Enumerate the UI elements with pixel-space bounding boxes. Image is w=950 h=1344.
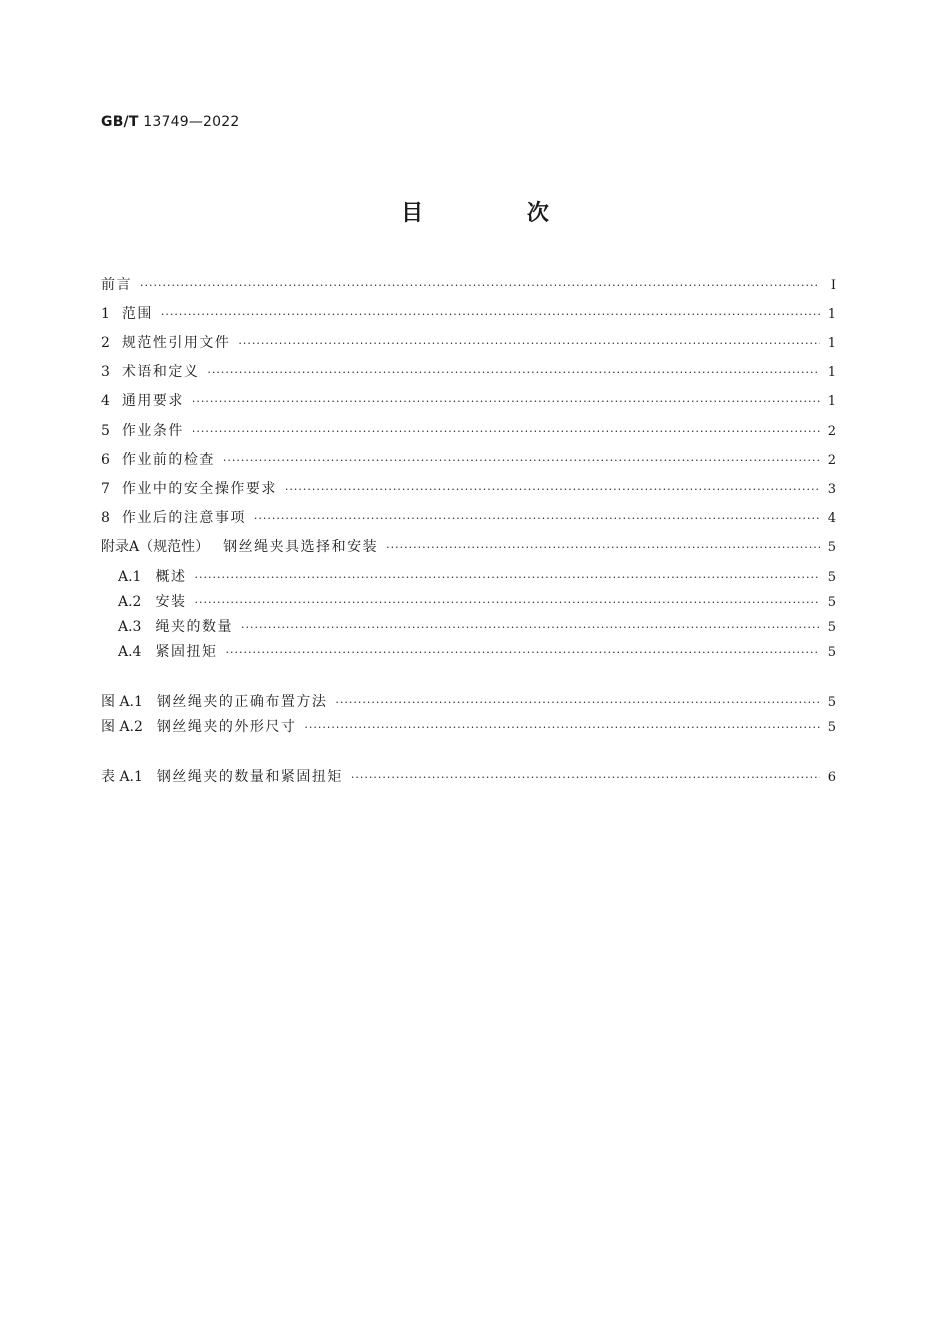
toc-page-number: 1 (827, 307, 836, 322)
toc-leader-dots (140, 276, 820, 296)
toc-number: 图 A.2 (101, 719, 143, 735)
toc-entry-3[interactable] (101, 362, 836, 382)
toc-number: 图 A.1 (101, 694, 143, 710)
toc-page-number: 6 (827, 770, 836, 785)
toc-label: 规范性引用文件 (121, 335, 231, 351)
toc-entry-foreword[interactable] (101, 275, 836, 295)
toc-table-a1[interactable] (101, 767, 836, 787)
toc-label: 范围 (121, 306, 153, 322)
toc-leader-dots (161, 305, 820, 325)
toc-leader-dots (225, 643, 820, 663)
toc-leader-dots (335, 693, 820, 713)
toc-page-number: 5 (827, 620, 836, 635)
toc-entry-5[interactable] (101, 421, 836, 441)
toc-page-number: 1 (827, 394, 836, 409)
toc-page-number: 5 (827, 540, 836, 555)
toc-label: 概述 (155, 569, 187, 585)
toc-number: 附录A（规范性） (101, 539, 210, 555)
toc-label: 术语和定义 (121, 364, 200, 380)
toc-label: 钢丝绳夹的外形尺寸 (156, 719, 297, 735)
toc-page-number: 3 (827, 482, 836, 497)
toc-leader-dots (238, 334, 820, 354)
toc-label: 钢丝绳夹的数量和紧固扭矩 (156, 769, 343, 785)
toc-page-number: 2 (827, 453, 836, 468)
toc-entry-1[interactable] (101, 304, 836, 324)
toc-number: 5 (101, 423, 110, 439)
table-of-contents (101, 0, 836, 1344)
toc-number: 2 (101, 335, 110, 351)
toc-entry-7[interactable] (101, 479, 836, 499)
toc-number: 6 (101, 452, 110, 468)
toc-page-number: 4 (827, 511, 836, 526)
toc-entry-2[interactable] (101, 333, 836, 353)
toc-leader-dots (192, 392, 820, 412)
toc-entry-annex-a[interactable] (101, 537, 836, 557)
toc-leader-dots (241, 618, 820, 638)
toc-entry-a2[interactable] (101, 592, 836, 612)
toc-number: A.3 (118, 619, 142, 635)
page-title: 目 次 (401, 201, 597, 226)
toc-leader-dots (194, 568, 820, 588)
toc-leader-dots (192, 422, 820, 442)
toc-number: A.1 (118, 569, 142, 585)
toc-leader-dots (194, 593, 820, 613)
toc-leader-dots (285, 480, 820, 500)
standard-number: 13749—2022 (143, 114, 240, 130)
toc-number: 1 (101, 306, 110, 322)
toc-number: 表 A.1 (101, 769, 143, 785)
toc-entry-a3[interactable] (101, 617, 836, 637)
toc-page-number: Ⅰ (830, 278, 836, 293)
toc-label: 作业后的注意事项 (121, 510, 246, 526)
toc-number: A.4 (118, 644, 142, 660)
toc-page-number: 5 (827, 695, 836, 710)
toc-page-number: 1 (827, 336, 836, 351)
toc-label: 安装 (155, 594, 187, 610)
toc-label: 通用要求 (121, 393, 184, 409)
toc-leader-dots (386, 538, 820, 558)
toc-figure-a2[interactable] (101, 717, 836, 737)
toc-page-number: 5 (827, 720, 836, 735)
toc-label: 紧固扭矩 (155, 644, 218, 660)
toc-number: 8 (101, 510, 110, 526)
toc-page-number: 5 (827, 570, 836, 585)
toc-label: 钢丝绳夹的正确布置方法 (156, 694, 328, 710)
toc-label: 钢丝绳夹具选择和安装 (223, 539, 379, 555)
standard-code: GB/T (101, 114, 139, 130)
toc-page-number: 5 (827, 595, 836, 610)
toc-leader-dots (254, 509, 820, 529)
toc-number: 4 (101, 393, 110, 409)
toc-leader-dots (207, 363, 820, 383)
toc-page-number: 5 (827, 645, 836, 660)
toc-figure-a1[interactable] (101, 692, 836, 712)
toc-page-number: 2 (827, 424, 836, 439)
toc-entry-a1[interactable] (101, 567, 836, 587)
toc-page-number: 1 (827, 365, 836, 380)
toc-label: 绳夹的数量 (155, 619, 233, 635)
toc-entry-4[interactable] (101, 391, 836, 411)
toc-entry-6[interactable] (101, 450, 836, 470)
toc-leader-dots (223, 451, 820, 471)
toc-number: 7 (101, 481, 110, 497)
toc-label: 作业条件 (121, 423, 184, 439)
toc-label: 作业中的安全操作要求 (121, 481, 277, 497)
toc-number: A.2 (118, 594, 142, 610)
toc-label: 作业前的检查 (121, 452, 215, 468)
toc-label: 前言 (101, 277, 132, 293)
toc-leader-dots (351, 768, 820, 788)
toc-leader-dots (304, 718, 820, 738)
toc-number: 3 (101, 364, 110, 380)
toc-entry-8[interactable] (101, 508, 836, 528)
toc-entry-a4[interactable] (101, 642, 836, 662)
